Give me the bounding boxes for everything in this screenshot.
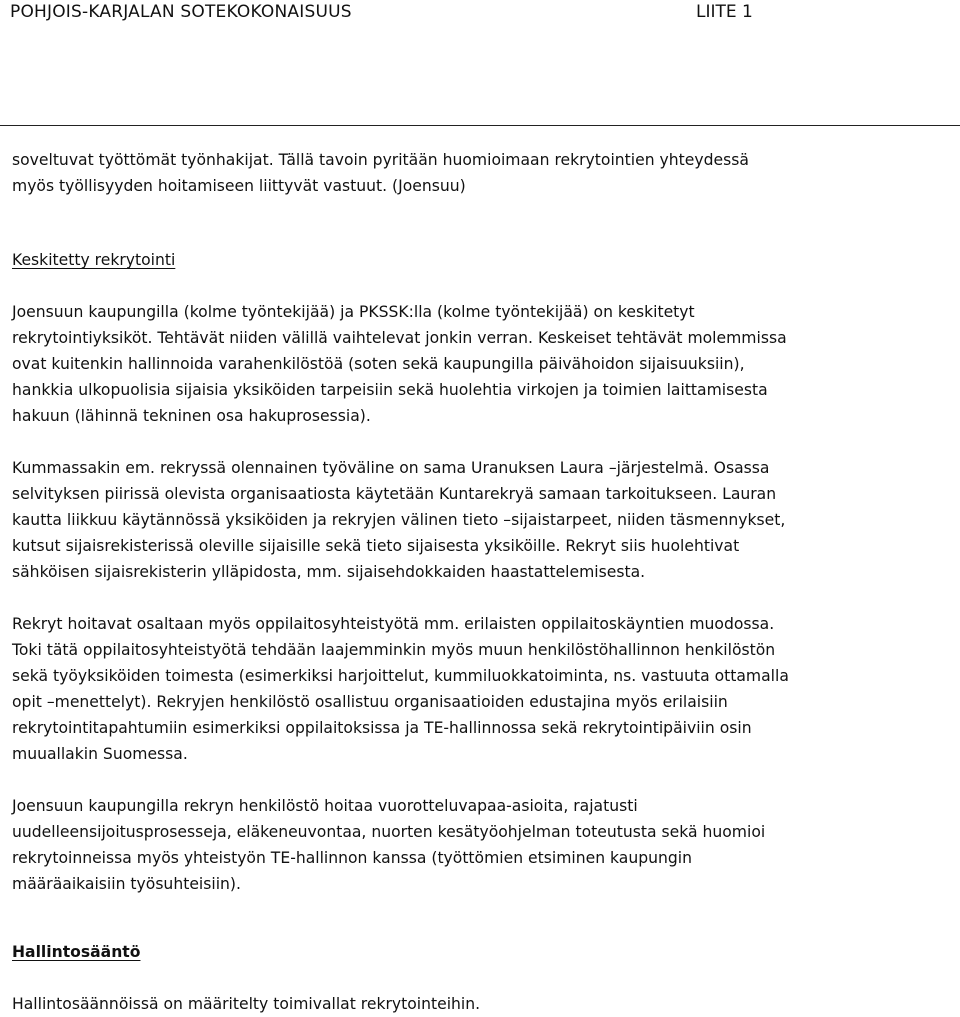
paragraph-line: opit –menettelyt). Rekryjen henkilöstö osallistuu organisaatioiden edustajina myös erilaisiin <box>12 693 728 711</box>
paragraph-administrative-rules: Hallintosäännöissä on määritelty toimivallat rekrytointeihin. <box>12 995 481 1013</box>
paragraph-line: muuallakin Suomessa. <box>12 745 188 763</box>
intro-line: soveltuvat työttömät työnhakijat. Tällä tavoin pyritään huomioimaan rekrytointien yhteydessä <box>12 151 749 169</box>
paragraph-line: Toki tätä oppilaitosyhteistyötä tehdään laajemminkin myös muun henkilöstöhallinnon henkilöstön <box>12 641 776 659</box>
paragraph-line: määräaikaisiin työsuhteisiin). <box>12 875 241 893</box>
paragraph-line: kautta liikkuu käytännössä yksiköiden ja rekryjen välinen tieto –sijaistarpeet, niiden täsmennykset, <box>12 511 786 529</box>
intro-paragraph <box>12 147 952 199</box>
intro-line: myös työllisyyden hoitamiseen liittyvät vastuut. (Joensuu) <box>12 177 466 195</box>
paragraph-line: ovat kuitenkin hallinnoida varahenkilöstöä (soten sekä kaupungilla päivähoidon sijaisuuksiin), <box>12 355 745 373</box>
paragraph-line: rekrytointiyksiköt. Tehtävät niiden välillä vaihtelevat jonkin verran. <box>12 329 534 347</box>
section-heading-centralized-recruitment: Keskitetty rekrytointi <box>12 251 176 269</box>
paragraph-line: Joensuun kaupungilla (kolme työntekijää) ja PKSSK:lla (kolme työntekijää) on keskitetyt <box>12 303 695 321</box>
paragraph-line: sähköisen sijaisrekisterin ylläpidosta, mm. sijaisehdokkaiden haastattelemisesta. <box>12 563 646 581</box>
paragraph-laura-system <box>12 455 952 585</box>
paragraph-line: Keskeiset tehtävät molemmissa <box>533 329 787 347</box>
paragraph-line: uudelleensijoitusprosesseja, eläkeneuvontaa, nuorten kesätyöohjelman toteutusta sekä huomioi <box>12 823 766 841</box>
paragraph-line: hakuun (lähinnä tekninen osa hakuprosessia). <box>12 407 371 425</box>
section-heading-administrative-rules: Hallintosääntö <box>12 943 141 961</box>
paragraph-school-cooperation <box>12 611 952 767</box>
paragraph-line: selvityksen piirissä olevista organisaatiosta käytetään Kuntarekryä samaan tarkoitukseen. Lauran <box>12 485 777 503</box>
paragraph-line: Kummassakin em. rekryssä olennainen työväline on sama Uranuksen Laura –järjestelmä. Osassa <box>12 459 770 477</box>
paragraph-recruitment-units <box>12 299 952 429</box>
paragraph-joensuu-tasks <box>12 793 952 897</box>
paragraph-line: rekrytoinneissa myös yhteistyön TE-hallinnon kanssa (työttömien etsiminen kaupungin <box>12 849 693 867</box>
paragraph-line: rekrytointitapahtumiin esimerkiksi oppilaitoksissa ja TE-hallinnossa sekä rekrytointipäiviin osin <box>12 719 752 737</box>
paragraph-line: sekä työyksiköiden toimesta (esimerkiksi harjoittelut, kummiluokkatoiminta, ns. vastuuta ottamalla <box>12 667 789 685</box>
header-divider <box>0 125 960 126</box>
paragraph-line: hankkia ulkopuolisia sijaisia yksiköiden tarpeisiin sekä huolehtia virkojen ja toimien laittamisesta <box>12 381 768 399</box>
paragraph-line: Rekryt hoitavat osaltaan myös oppilaitosyhteistyötä mm. erilaisten oppilaitoskäyntien muodossa. <box>12 615 775 633</box>
document-body <box>12 147 952 1017</box>
page-header <box>0 0 960 24</box>
appendix-label: LIITE 1 <box>696 2 753 22</box>
organization-name: POHJOIS-KARJALAN SOTEKOKONAISUUS <box>10 2 352 22</box>
paragraph-line: kutsut sijaisrekisterissä oleville sijaisille sekä tieto sijaisesta yksiköille. Rekryt siis huolehtivat <box>12 537 740 555</box>
paragraph-line: Joensuun kaupungilla rekryn henkilöstö hoitaa vuorotteluvapaa-asioita, rajatusti <box>12 797 638 815</box>
